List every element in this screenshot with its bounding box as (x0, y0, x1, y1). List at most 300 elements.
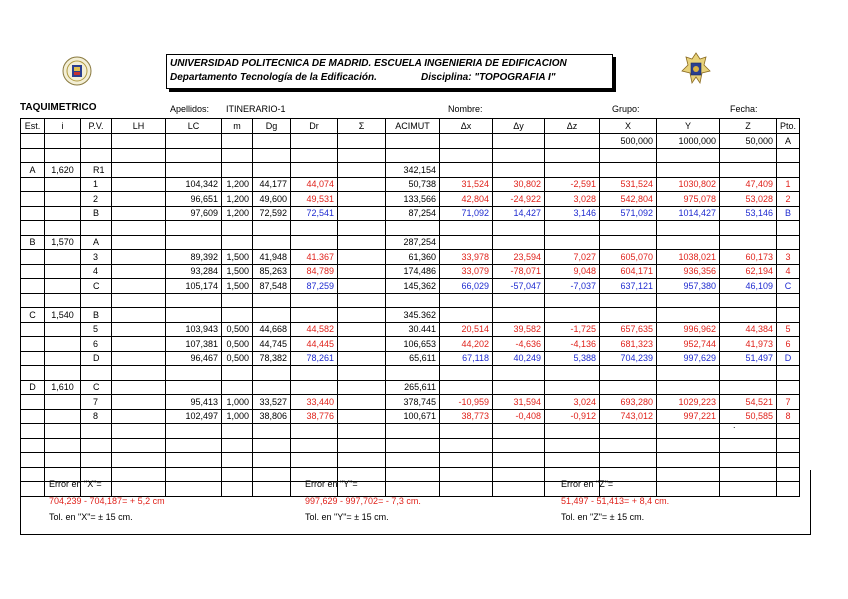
table-cell (720, 293, 777, 308)
table-cell: 3 (777, 250, 800, 265)
table-row (21, 221, 800, 236)
table-cell (222, 221, 253, 236)
table-cell (338, 250, 386, 265)
table-cell: 14,427 (493, 206, 545, 221)
table-cell (45, 453, 81, 468)
table-cell: 23,594 (493, 250, 545, 265)
table-cell: 44,202 (440, 337, 493, 352)
error-z-label: Error en "Z"= (561, 479, 614, 489)
table-cell: 30,802 (493, 177, 545, 192)
table-cell (777, 221, 800, 236)
table-cell: 41.367 (291, 250, 338, 265)
table-cell (440, 221, 493, 236)
table-cell (545, 438, 600, 453)
table-cell (657, 366, 720, 381)
column-header: m (222, 119, 253, 134)
table-cell (386, 134, 440, 149)
table-cell (777, 424, 800, 439)
table-cell (21, 453, 45, 468)
table-cell: D (777, 351, 800, 366)
table-cell (21, 366, 45, 381)
table-cell (338, 351, 386, 366)
table-cell (600, 308, 657, 323)
table-cell (81, 293, 112, 308)
table-cell: 107,381 (166, 337, 222, 352)
table-cell (386, 366, 440, 381)
table-cell: 20,514 (440, 322, 493, 337)
table-cell (45, 424, 81, 439)
table-cell: 38,773 (440, 409, 493, 424)
table-cell (338, 409, 386, 424)
table-cell: 0,500 (222, 337, 253, 352)
table-cell (545, 453, 600, 468)
table-cell (600, 366, 657, 381)
table-cell: 4 (777, 264, 800, 279)
table-cell (112, 148, 166, 163)
table-row (21, 148, 800, 163)
table-cell (112, 453, 166, 468)
column-header: Dg (253, 119, 291, 134)
table-cell (45, 264, 81, 279)
column-header: Δz (545, 119, 600, 134)
table-cell (253, 148, 291, 163)
table-cell: A (777, 134, 800, 149)
table-cell (545, 163, 600, 178)
stray-mark: . (733, 420, 736, 430)
table-cell: 50,000 (720, 134, 777, 149)
table-cell (493, 424, 545, 439)
table-cell (222, 163, 253, 178)
table-cell: 5 (777, 322, 800, 337)
table-cell (338, 424, 386, 439)
table-row (21, 264, 800, 279)
table-cell: 72,592 (253, 206, 291, 221)
table-cell: 41,948 (253, 250, 291, 265)
table-row (21, 409, 800, 424)
table-cell (166, 221, 222, 236)
table-cell (81, 134, 112, 149)
table-cell (166, 293, 222, 308)
table-cell (166, 308, 222, 323)
table-cell (600, 453, 657, 468)
fecha-label: Fecha: (730, 104, 758, 114)
table-cell: -2,591 (545, 177, 600, 192)
table-cell (777, 366, 800, 381)
table-cell: 0,500 (222, 322, 253, 337)
table-cell (545, 221, 600, 236)
table-cell (338, 148, 386, 163)
table-cell (338, 134, 386, 149)
apellidos-value: ITINERARIO-1 (226, 104, 286, 114)
table-cell: 6 (81, 337, 112, 352)
table-cell (253, 134, 291, 149)
table-cell: 1,500 (222, 279, 253, 294)
table-cell (600, 221, 657, 236)
table-cell (112, 192, 166, 207)
table-cell: 531,524 (600, 177, 657, 192)
table-cell: 71,092 (440, 206, 493, 221)
table-cell: 49,600 (253, 192, 291, 207)
table-cell (440, 148, 493, 163)
table-cell: C (81, 279, 112, 294)
table-cell (338, 177, 386, 192)
apellidos-label: Apellidos: (170, 104, 210, 114)
table-cell (21, 221, 45, 236)
table-cell: -4,636 (493, 337, 545, 352)
table-cell (777, 453, 800, 468)
table-cell: 104,342 (166, 177, 222, 192)
university-seal-logo (62, 56, 92, 86)
table-cell: 3 (81, 250, 112, 265)
table-cell (112, 279, 166, 294)
table-cell (21, 424, 45, 439)
table-cell (21, 250, 45, 265)
table-cell: 8 (777, 409, 800, 424)
table-cell: 1,540 (45, 308, 81, 323)
table-cell (493, 293, 545, 308)
table-cell: -57,047 (493, 279, 545, 294)
table-cell (112, 177, 166, 192)
table-cell (112, 395, 166, 410)
table-cell (338, 453, 386, 468)
table-cell (545, 308, 600, 323)
table-cell: 975,078 (657, 192, 720, 207)
table-cell (222, 134, 253, 149)
table-cell (253, 424, 291, 439)
table-cell: 49,531 (291, 192, 338, 207)
table-cell (600, 163, 657, 178)
table-cell (45, 293, 81, 308)
table-cell (720, 163, 777, 178)
table-cell (112, 221, 166, 236)
table-cell (45, 177, 81, 192)
table-cell (21, 293, 45, 308)
table-cell: 957,380 (657, 279, 720, 294)
table-cell: 342,154 (386, 163, 440, 178)
table-cell: 743,012 (600, 409, 657, 424)
table-cell (112, 380, 166, 395)
table-cell: 542,804 (600, 192, 657, 207)
table-cell (253, 366, 291, 381)
title-box (166, 54, 613, 89)
table-cell (338, 293, 386, 308)
table-cell (112, 264, 166, 279)
table-cell (45, 250, 81, 265)
table-cell (112, 337, 166, 352)
table-cell: -1,725 (545, 322, 600, 337)
table-cell: 30.441 (386, 322, 440, 337)
table-cell: 33,527 (253, 395, 291, 410)
table-cell (45, 192, 81, 207)
table-cell (45, 337, 81, 352)
table-cell (21, 134, 45, 149)
table-cell (777, 308, 800, 323)
table-cell: -78,071 (493, 264, 545, 279)
table-cell: 44,384 (720, 322, 777, 337)
table-cell: -0,408 (493, 409, 545, 424)
table-cell (112, 409, 166, 424)
table-cell: 1,000 (222, 409, 253, 424)
error-x-block (49, 476, 165, 526)
table-cell (493, 221, 545, 236)
table-cell: 65,611 (386, 351, 440, 366)
table-cell: 287,254 (386, 235, 440, 250)
table-cell: 87,548 (253, 279, 291, 294)
table-row (21, 366, 800, 381)
error-z-calc: 51,497 - 51,413= + 8,4 cm. (561, 495, 670, 506)
table-cell (600, 235, 657, 250)
table-row (21, 235, 800, 250)
table-cell (777, 293, 800, 308)
table-cell: 50,738 (386, 177, 440, 192)
table-cell (222, 366, 253, 381)
table-cell (222, 438, 253, 453)
error-x-calc: 704,239 - 704,187= + 5,2 cm (49, 495, 165, 506)
table-row (21, 438, 800, 453)
table-cell (338, 380, 386, 395)
table-cell: 106,653 (386, 337, 440, 352)
table-cell: 0,500 (222, 351, 253, 366)
table-cell: 3,028 (545, 192, 600, 207)
table-cell (21, 409, 45, 424)
table-cell: 1,200 (222, 177, 253, 192)
table-cell (657, 148, 720, 163)
taquimetric-table (20, 118, 800, 497)
table-cell (222, 424, 253, 439)
table-cell: -24,922 (493, 192, 545, 207)
table-cell: 97,609 (166, 206, 222, 221)
table-cell: 174,486 (386, 264, 440, 279)
table-row (21, 206, 800, 221)
table-cell (166, 424, 222, 439)
table-cell (253, 235, 291, 250)
table-cell (45, 322, 81, 337)
table-cell (720, 453, 777, 468)
table-cell (166, 380, 222, 395)
table-cell: A (21, 163, 45, 178)
table-cell (440, 438, 493, 453)
table-cell (338, 264, 386, 279)
table-cell: 1,200 (222, 192, 253, 207)
sheet-title: TAQUIMETRICO (20, 102, 97, 113)
table-cell (45, 221, 81, 236)
table-cell (440, 163, 493, 178)
table-cell: -4,136 (545, 337, 600, 352)
table-cell (777, 148, 800, 163)
table-cell (253, 438, 291, 453)
column-header: ACIMUT (386, 119, 440, 134)
table-cell (720, 148, 777, 163)
table-cell (112, 308, 166, 323)
table-cell (545, 134, 600, 149)
table-cell (493, 380, 545, 395)
table-cell (600, 438, 657, 453)
table-cell (253, 453, 291, 468)
table-cell: 87,259 (291, 279, 338, 294)
table-cell (291, 163, 338, 178)
error-y-calc: 997,629 - 997,702= - 7,3 cm. (305, 495, 421, 506)
table-cell: 33,079 (440, 264, 493, 279)
table-cell (81, 424, 112, 439)
table-cell (81, 366, 112, 381)
table-cell: 46,109 (720, 279, 777, 294)
school-crest-logo (680, 51, 712, 87)
table-cell: C (777, 279, 800, 294)
table-cell: 604,171 (600, 264, 657, 279)
title-line-1: UNIVERSIDAD POLITECNICA DE MADRID. ESCUELA INGENIERIA DE EDIFICACION (170, 58, 567, 69)
table-cell (291, 424, 338, 439)
table-cell (440, 424, 493, 439)
table-cell (338, 206, 386, 221)
table-cell: D (81, 351, 112, 366)
table-cell (112, 163, 166, 178)
table-cell (545, 235, 600, 250)
table-cell (112, 134, 166, 149)
table-cell (222, 453, 253, 468)
table-cell: 78,382 (253, 351, 291, 366)
table-cell (112, 351, 166, 366)
table-cell (166, 148, 222, 163)
table-cell (21, 438, 45, 453)
table-cell (386, 438, 440, 453)
table-cell (222, 148, 253, 163)
table-cell (338, 163, 386, 178)
table-cell: 41,973 (720, 337, 777, 352)
table-cell (600, 380, 657, 395)
table-cell: 51,497 (720, 351, 777, 366)
table-cell (21, 148, 45, 163)
table-body (21, 134, 800, 497)
table-row (21, 380, 800, 395)
table-cell (440, 453, 493, 468)
table-cell: 44,177 (253, 177, 291, 192)
table-cell (440, 380, 493, 395)
table-cell (657, 424, 720, 439)
table-cell: B (81, 308, 112, 323)
table-cell (386, 148, 440, 163)
table-cell (657, 308, 720, 323)
table-cell (338, 221, 386, 236)
table-cell (222, 235, 253, 250)
table-cell: 2 (777, 192, 800, 207)
table-cell: 67,118 (440, 351, 493, 366)
table-cell (720, 221, 777, 236)
error-y-block (305, 476, 421, 526)
column-header: Δy (493, 119, 545, 134)
table-cell (493, 235, 545, 250)
table-cell (720, 366, 777, 381)
table-cell: 33,978 (440, 250, 493, 265)
table-cell (777, 235, 800, 250)
table-cell (291, 148, 338, 163)
table-cell: 1014,427 (657, 206, 720, 221)
table-cell: 378,745 (386, 395, 440, 410)
table-cell (291, 438, 338, 453)
column-header: Dr (291, 119, 338, 134)
table-cell (222, 308, 253, 323)
table-cell: 38,776 (291, 409, 338, 424)
table-cell (112, 424, 166, 439)
table-cell: 89,392 (166, 250, 222, 265)
table-cell: 3,024 (545, 395, 600, 410)
table-cell: 133,566 (386, 192, 440, 207)
column-header: LC (166, 119, 222, 134)
table-cell (166, 235, 222, 250)
table-cell (112, 235, 166, 250)
table-cell: 1,620 (45, 163, 81, 178)
table-cell (253, 221, 291, 236)
table-cell (720, 235, 777, 250)
table-cell (386, 424, 440, 439)
table-cell: A (81, 235, 112, 250)
table-cell (253, 293, 291, 308)
table-cell (112, 366, 166, 381)
table-cell (545, 293, 600, 308)
table-cell: 1038,021 (657, 250, 720, 265)
table-cell: -10,959 (440, 395, 493, 410)
nombre-label: Nombre: (448, 104, 483, 114)
error-x-label: Error en "X"= (49, 479, 102, 489)
table-cell: 8 (81, 409, 112, 424)
table-cell (81, 438, 112, 453)
table-cell: 31,594 (493, 395, 545, 410)
table-cell: 1,500 (222, 250, 253, 265)
table-cell: 105,174 (166, 279, 222, 294)
table-cell: 53,028 (720, 192, 777, 207)
column-header: LH (112, 119, 166, 134)
error-summary (20, 470, 811, 535)
table-cell: 265,611 (386, 380, 440, 395)
table-cell (21, 337, 45, 352)
table-cell (493, 453, 545, 468)
table-cell: 84,789 (291, 264, 338, 279)
table-cell (21, 351, 45, 366)
table-cell: 6 (777, 337, 800, 352)
table-cell (720, 424, 777, 439)
table-cell (720, 438, 777, 453)
table-cell (291, 308, 338, 323)
table-cell: 7 (81, 395, 112, 410)
table-cell: -0,912 (545, 409, 600, 424)
table-cell (338, 279, 386, 294)
table-cell (545, 148, 600, 163)
table-row (21, 177, 800, 192)
table-cell (112, 322, 166, 337)
table-cell: 33,440 (291, 395, 338, 410)
table-cell (166, 134, 222, 149)
table-row (21, 250, 800, 265)
table-row (21, 351, 800, 366)
table-cell: 9,048 (545, 264, 600, 279)
table-cell (291, 221, 338, 236)
table-cell: 997,221 (657, 409, 720, 424)
table-cell (45, 148, 81, 163)
table-cell: 7 (777, 395, 800, 410)
table-cell (657, 221, 720, 236)
table-cell (493, 438, 545, 453)
table-cell (338, 192, 386, 207)
table-cell (493, 163, 545, 178)
table-cell (386, 221, 440, 236)
table-cell: 50,585 (720, 409, 777, 424)
table-cell: 1,000 (222, 395, 253, 410)
table-cell (291, 235, 338, 250)
table-cell: 657,635 (600, 322, 657, 337)
table-cell: 42,804 (440, 192, 493, 207)
table-cell: 44,074 (291, 177, 338, 192)
table-row (21, 308, 800, 323)
table-cell (112, 250, 166, 265)
